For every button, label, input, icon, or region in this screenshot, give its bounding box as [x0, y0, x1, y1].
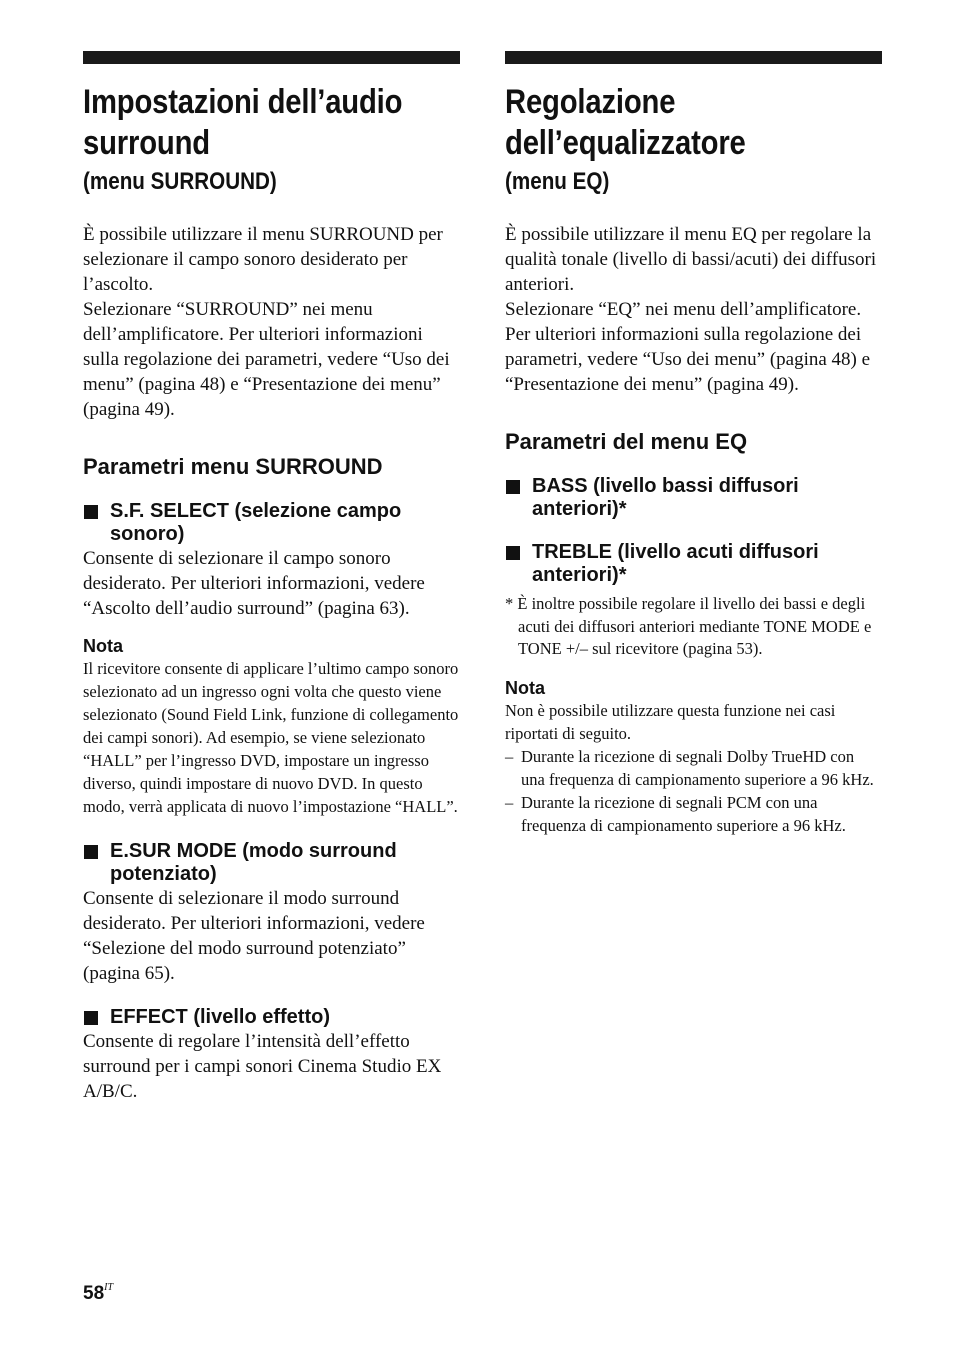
page-subtitle: (menu SURROUND): [83, 168, 277, 195]
footnote: * È inoltre possibile regolare il livello dei bassi e degli acuti dei diffusori anteriori mediante TONE MODE e TONE +/– sul ricevitore (pagina 53).: [505, 594, 872, 658]
item-heading: BASS (livello bassi diffusori anteriori)*: [505, 475, 882, 521]
item-heading: E.SUR MODE (modo surround potenziato): [83, 840, 460, 886]
page-subtitle: (menu EQ): [505, 168, 610, 195]
note-body: Il ricevitore consente di applicare l’ultimo campo sonoro selezionato ad un ingresso ogni volta che questo viene selezionato (Sound Field Link, funzione di collegamento dei campi sonori). Ad esempio, se viene selezionato “HALL” per l’ingresso DVD, impostare un ingresso diverso, quindi impostare di nuovo DVD. In questo modo, verrà applicata di nuovo l’impostazione “HALL”.: [83, 659, 459, 816]
page-language-suffix: IT: [104, 1282, 114, 1293]
note-body: Non è possibile utilizzare questa funzione nei casi riportati di seguito.: [505, 700, 836, 743]
asterisk-marker: *: [618, 564, 627, 586]
item-body: Consente di regolare l’intensità dell’effetto surround per i campi sonori Cinema Studio EX A/B/C.: [83, 1031, 442, 1102]
page-title: [83, 82, 459, 164]
square-bullet-icon: [84, 505, 98, 519]
item-body: Consente di selezionare il modo surround desiderato. Per ulteriori informazioni, vedere “Selezione del modo surround potenziato” (pagina 65).: [83, 888, 425, 984]
intro-paragraph: È possibile utilizzare il menu SURROUND per selezionare il campo sonoro desiderato per l’ascolto.: [83, 224, 443, 295]
note-list-item: – Durante la ricezione di segnali PCM con una frequenza di campionamento superiore a 96 kHz.: [505, 792, 846, 835]
title-line: Regolazione: [505, 83, 676, 121]
item-body: Consente di selezionare il campo sonoro desiderato. Per ulteriori informazioni, vedere “Ascolto dell’audio surround” (pagina 63).: [83, 548, 425, 619]
title-line: dell’equalizzatore: [505, 124, 746, 162]
intro-paragraph-2: Selezionare “SURROUND” nei menu dell’amplificatore. Per ulteriori informazioni sulla regolazione dei parametri, vedere “Uso dei menu” (pagina 48) e “Presentazione dei menu” (pagina 49).: [83, 299, 450, 420]
intro-paragraph-2: Selezionare “EQ” nei menu dell’amplificatore. Per ulteriori informazioni sulla regolazione dei parametri, vedere “Uso dei menu” (pagina 48) e “Presentazione dei menu” (pagina 49).: [505, 299, 871, 395]
section-heading: Parametri menu SURROUND: [83, 454, 383, 479]
section-rule: [505, 51, 882, 64]
dash-bullet: –: [505, 792, 514, 812]
note-heading: Nota: [83, 636, 123, 656]
intro-paragraph: È possibile utilizzare il menu EQ per regolare la qualità tonale (livello di bassi/acuti) dei diffusori anteriori.: [505, 224, 877, 295]
square-bullet-icon: [84, 1011, 98, 1025]
section-heading: Parametri del menu EQ: [505, 429, 748, 454]
section-rule: [83, 51, 460, 64]
page-title: [505, 82, 881, 164]
title-line: Impostazioni dell’audio: [83, 83, 403, 121]
square-bullet-icon: [84, 845, 98, 859]
item-heading: EFFECT (livello effetto): [83, 1006, 460, 1029]
dash-bullet: –: [505, 746, 514, 766]
asterisk-marker: *: [618, 498, 627, 520]
square-bullet-icon: [506, 546, 520, 560]
square-bullet-icon: [506, 480, 520, 494]
page-number: $58^{IT}$: [83, 1282, 114, 1304]
item-heading: TREBLE (livello acuti diffusori anteriori)*: [505, 541, 882, 587]
note-heading: Nota: [505, 677, 545, 698]
item-heading: S.F. SELECT (selezione campo sonoro): [83, 500, 460, 546]
left-column: [83, 51, 460, 1104]
right-column: [505, 51, 882, 837]
title-line: surround: [83, 124, 210, 162]
note-list-item: – Durante la ricezione di segnali Dolby TrueHD con una frequenza di campionamento superiore a 96 kHz.: [505, 746, 874, 789]
